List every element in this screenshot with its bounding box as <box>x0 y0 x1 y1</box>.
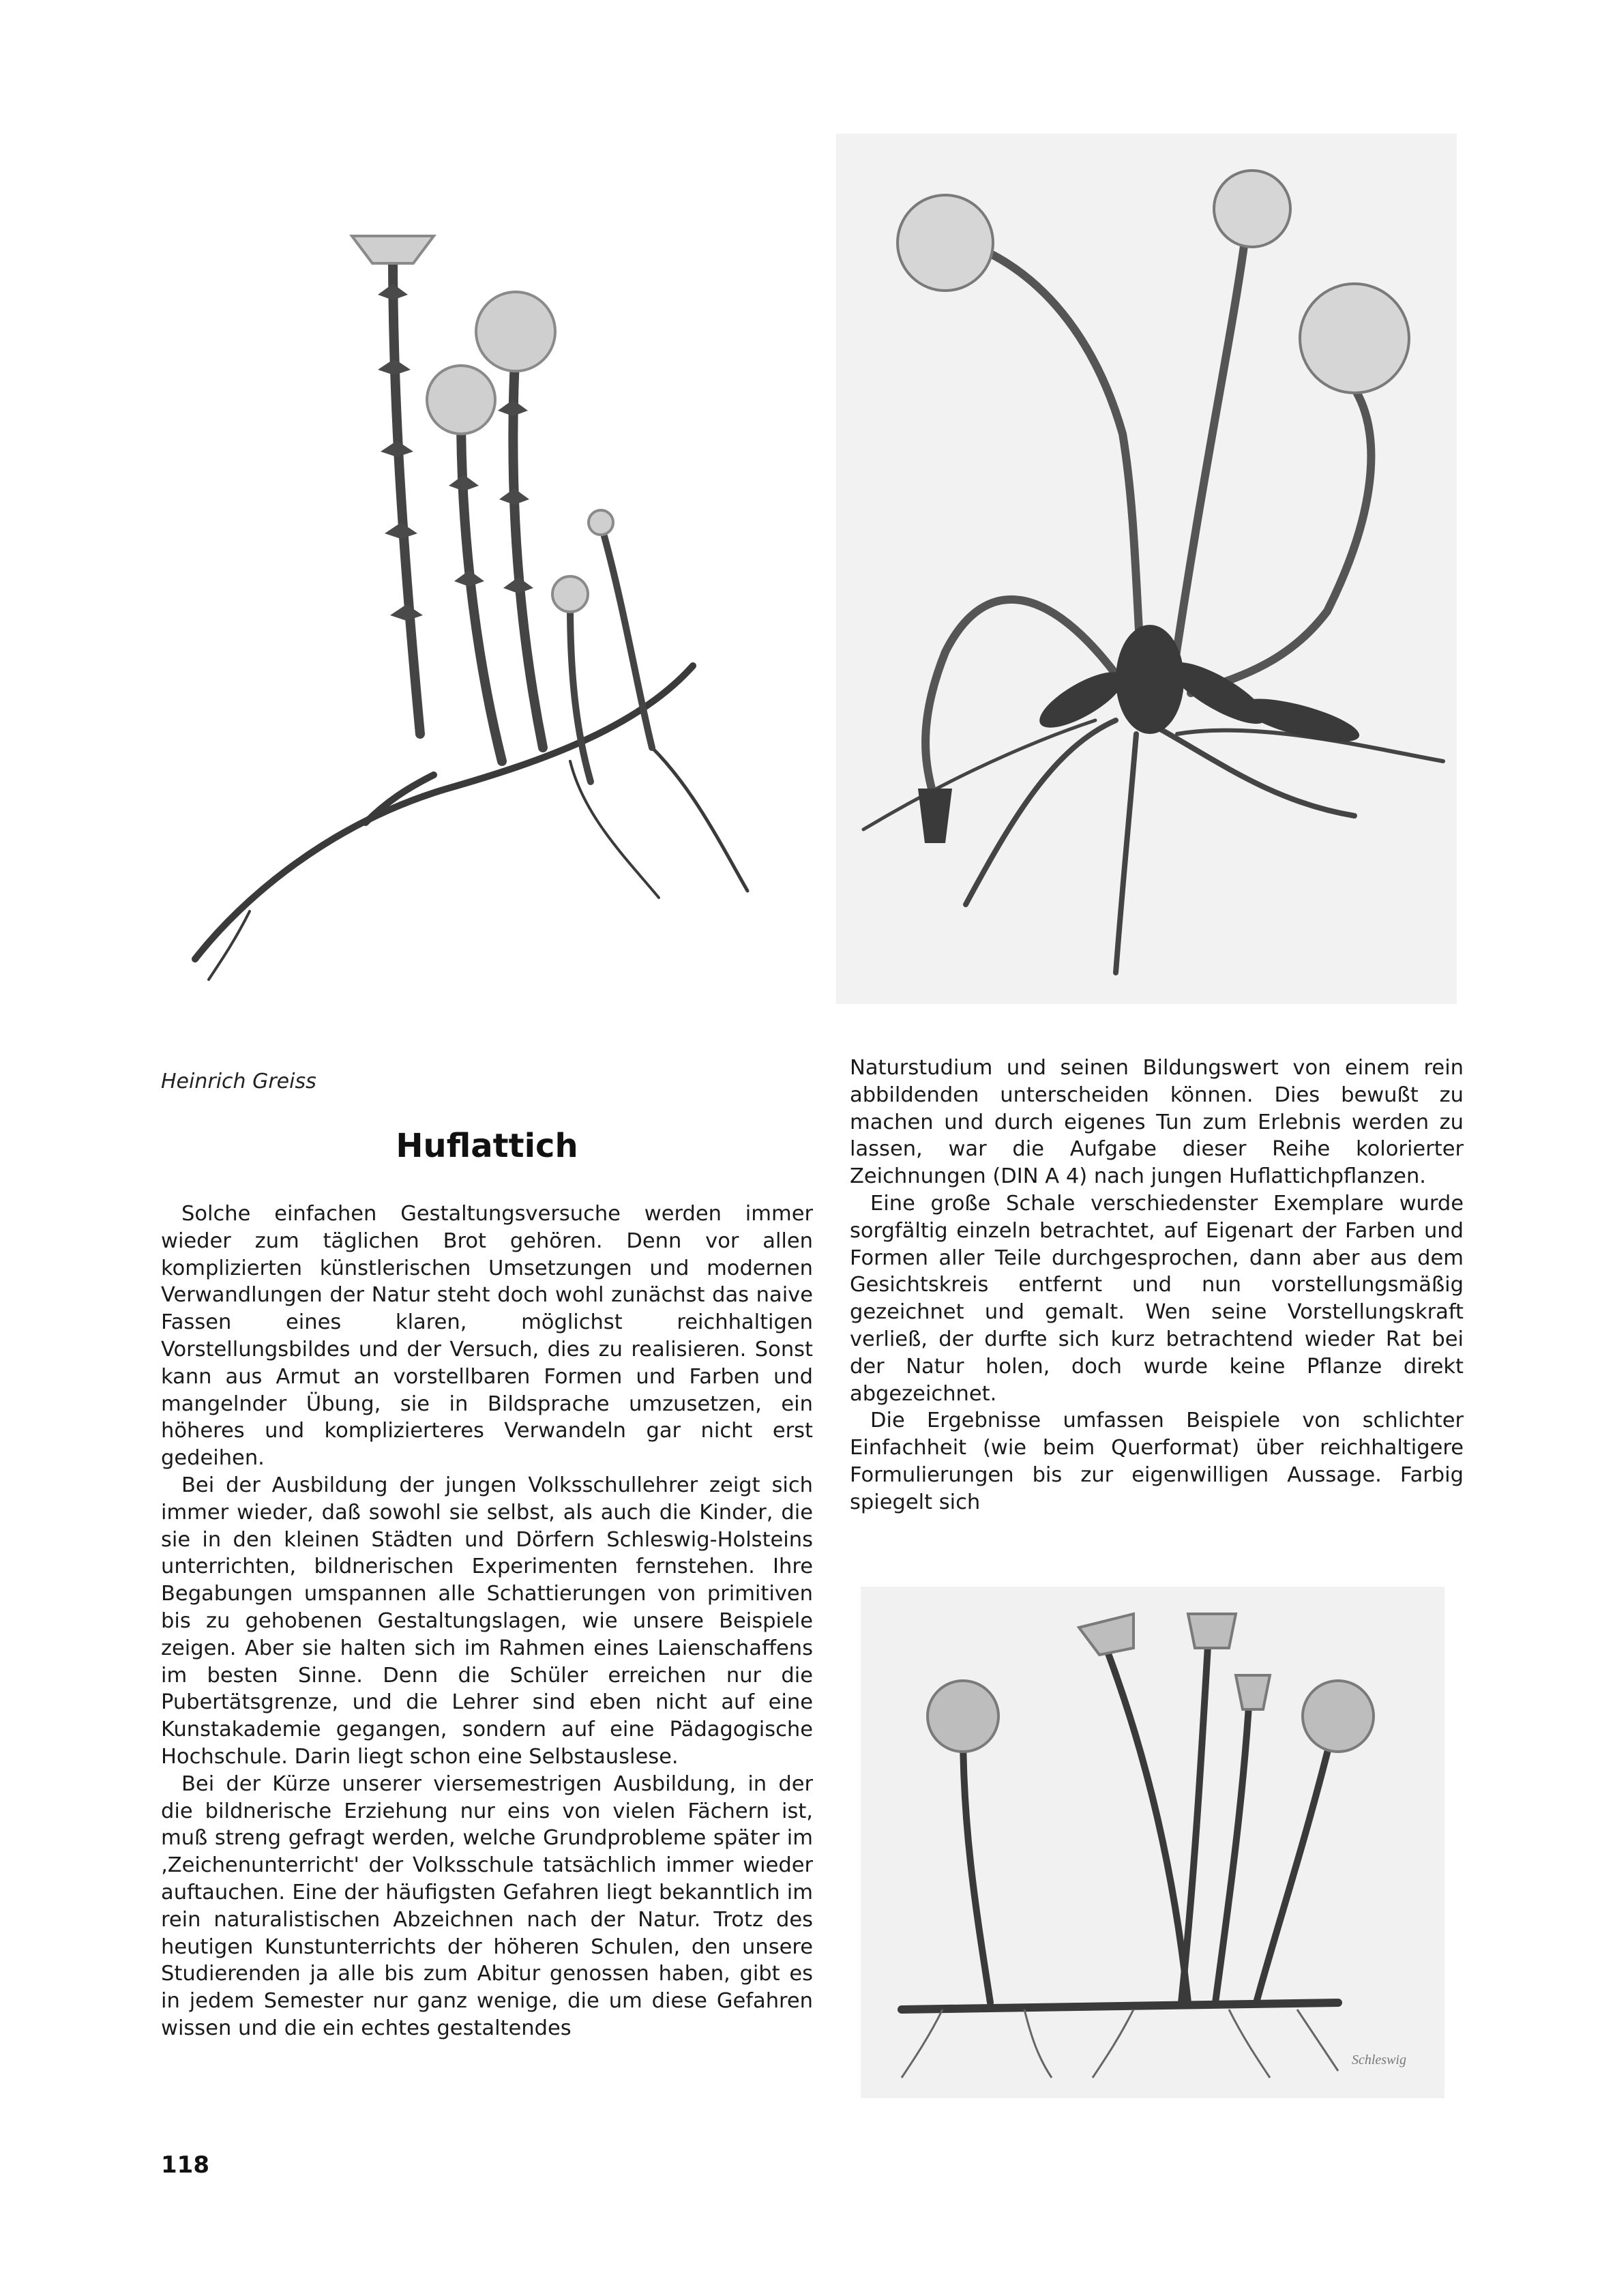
flower-stem <box>1106 1648 1188 2003</box>
flower-head <box>1303 1681 1374 1752</box>
leaf <box>1116 625 1184 734</box>
article-title: Huflattich <box>396 1127 578 1165</box>
coltsfoot-drawing-left <box>161 134 829 1004</box>
flower-stem <box>461 413 502 761</box>
coltsfoot-drawing-right <box>836 134 1457 1004</box>
root <box>1024 2010 1052 2078</box>
root <box>1116 734 1136 973</box>
root <box>863 720 1095 829</box>
text-column-right <box>850 1055 1464 1516</box>
flower-head <box>898 195 993 291</box>
flower-stem <box>393 250 420 734</box>
scale-leaf <box>499 488 529 505</box>
scale-leaf <box>498 400 528 416</box>
flower-head <box>427 366 495 434</box>
flower-head <box>1079 1614 1134 1655</box>
flower-stem <box>1215 1696 1249 2003</box>
flower-head <box>352 236 434 263</box>
author-name: Heinrich Greiss <box>161 1070 316 1093</box>
page-number: 118 <box>161 2151 209 2179</box>
flower-stem <box>1170 236 1245 693</box>
scale-leaf <box>390 604 423 621</box>
flower-head <box>552 576 588 612</box>
flower-head <box>476 292 555 371</box>
root-branch <box>570 761 659 898</box>
illustration-bottom <box>861 1587 1444 2098</box>
root-stem <box>195 666 693 959</box>
flower-head <box>1214 171 1290 247</box>
text-column-left <box>161 1201 813 2042</box>
flower-head <box>589 510 613 535</box>
flower-stem <box>1181 1634 1209 2003</box>
flower-stem <box>966 243 1143 693</box>
flower-stem <box>963 1730 990 2003</box>
paragraph: Naturstudium und seinen Bildungswert von einem rein abbildenden unterscheiden können. Dies bewußt zu machen und durch eigenes Tun zum Erlebnis werden zu lassen, war die Aufgabe dieser Reihe kolorierter Zeichnungen (DIN A 4) nach jungen Huflattichpflanzen. <box>850 1056 1464 1189</box>
coltsfoot-drawing-bottom <box>861 1587 1444 2098</box>
flower-head <box>928 1681 998 1752</box>
paragraph: Solche einfachen Gestaltungsversuche werden immer wieder zum täglichen Brot gehören. Denn vor allen komplizierten künstlerischen Umsetzungen und modernen Verwandlungen der Natur steht doch wohl zunächst das naive Fassen eines klaren, möglichst reichhaltigen Vorstellungsbildes und der Versuch, dies zu realisieren. Sonst kann aus Armut an vorstellbaren Formen und Farben und mangelnder Übung, sie in Bildsprache umzusetzen, ein höheres und komplizierteres Verwandeln gar nicht erst gedeihen. <box>161 1202 813 1471</box>
paragraph: Bei der Kürze unserer viersemestrigen Ausbildung, in der die bildnerische Erziehung nur eins von vielen Fächern ist, muß streng gefragt werden, welche Grundprobleme später im ‚Zeichenunterricht' der Volksschule tatsächlich immer wieder auftauchen. Eine der häufigsten Gefahren liegt bekanntlich im rein naturalistischen Abzeichnen nach der Natur. Trotz des heutigen Kunstunterrichts der höheren Schulen, den unsere Studierenden ja alle bis zum Abitur genossen haben, gibt es in jedem Semester nur ganz wenige, die um diese Gefahren wissen und die ein echtes gestaltendes <box>161 1771 813 2040</box>
root-branch <box>652 748 747 891</box>
paragraph: Bei der Ausbildung der jungen Volksschullehrer zeigt sich immer wieder, daß sowohl sie selbst, als auch die Kinder, die sie in den kleinen Städten und Dörfern Schleswig-Holsteins unterrichten, bildnerischen Experimenten fernstehen. Ihre Begabungen umspannen alle Schattierungen von primitiven bis zu gehobenen Gestaltungslagen, wie unsere Beispiele zeigen. Aber sie halten sich im Rahmen eines Laienschaffens im besten Sinne. Denn die Schüler erreichen nur die Pubertätsgrenze, und die Lehrer sind eben nicht auf eine Kunstakademie gegangen, sondern auf eine Pädagogische Hochschule. Darin liegt schon eine Selbstauslese. <box>161 1473 813 1769</box>
artist-signature: Schleswig <box>1352 2052 1406 2067</box>
illustration-right <box>836 134 1457 1004</box>
root <box>1093 2010 1134 2078</box>
scale-leaf <box>503 577 533 593</box>
scale-leaf <box>381 441 413 457</box>
root <box>966 720 1116 904</box>
flower-stem <box>1256 1737 1331 2003</box>
wilted-flower <box>918 789 952 843</box>
illustration-left <box>161 134 829 1004</box>
root <box>1229 2010 1270 2078</box>
flower-head <box>1236 1675 1270 1709</box>
flower-stem <box>570 604 591 782</box>
flower-head <box>1300 284 1409 393</box>
scale-leaf <box>385 523 417 539</box>
paragraph: Eine große Schale verschiedenster Exemplare wurde sorgfältig einzeln betrachtet, auf Eigenart der Farben und Formen aller Teile durchgesprochen, dann aber aus dem Gesichtskreis entfernt und nun vorstellungsmäßig gezeichnet und gemalt. Wen seine Vorstellungskraft verließ, der durfte sich kurz betrachtend wieder Rat bei der Natur holen, doch wurde keine Pflanze direkt abgezeichnet. <box>850 1191 1464 1406</box>
scale-leaf <box>454 570 484 587</box>
paragraph: Die Ergebnisse umfassen Beispiele von schlichter Einfachheit (wie beim Querformat) über reichhaltigere Formulierungen bis zur eigenwilligen Aussage. Farbig spiegelt sich <box>850 1409 1464 1514</box>
ground-line <box>902 2003 1338 2010</box>
root <box>902 2010 943 2078</box>
scale-leaf <box>378 359 411 375</box>
flower-head <box>1188 1614 1236 1648</box>
scale-leaf <box>449 475 479 491</box>
root <box>1297 2010 1338 2071</box>
scale-leaf <box>378 284 408 300</box>
